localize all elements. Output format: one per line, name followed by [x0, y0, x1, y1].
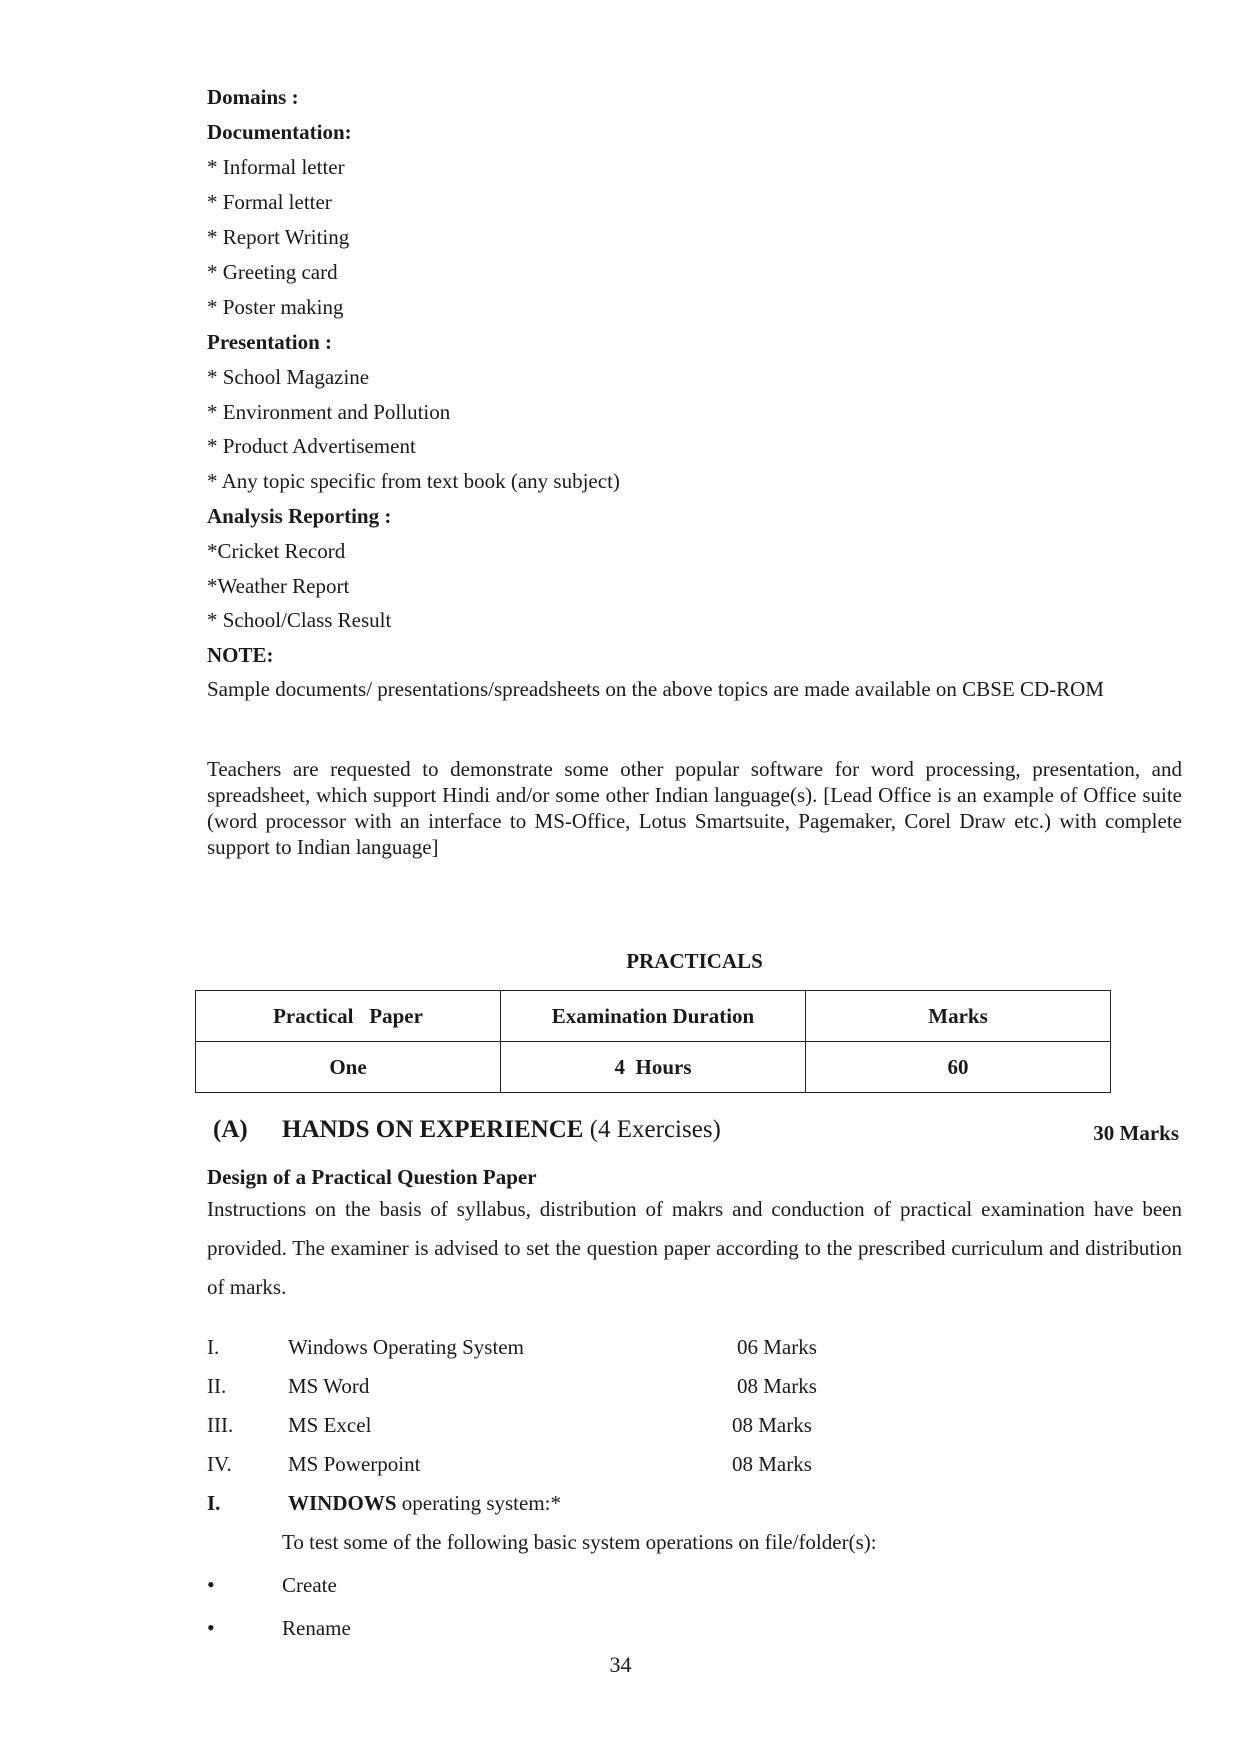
header-marks: Marks: [806, 991, 1111, 1042]
documentation-item: * Informal letter: [207, 155, 345, 179]
windows-number: I.: [207, 1491, 221, 1515]
exercise-name: Windows Operating System: [288, 1335, 524, 1359]
bullet-icon: •: [207, 1572, 215, 1597]
exercise-number: III.: [207, 1413, 234, 1437]
documentation-heading: Documentation:: [207, 120, 352, 144]
exercise-name: MS Powerpoint: [288, 1452, 421, 1476]
section-a-title: HANDS ON EXPERIENCE: [282, 1116, 584, 1143]
analysis-item: *Cricket Record: [207, 539, 346, 563]
note-heading: NOTE:: [207, 643, 274, 667]
presentation-item: * Product Advertisement: [207, 434, 416, 458]
windows-title: [288, 1490, 561, 1516]
analysis-item: * School/Class Result: [207, 608, 392, 632]
bullet-text: Create: [282, 1573, 337, 1597]
section-a-marks: 30 Marks: [1093, 1121, 1179, 1145]
header-exam-duration: Examination Duration: [501, 991, 806, 1042]
windows-intro: To test some of the following basic system operations on file/folder(s):: [282, 1530, 877, 1554]
windows-title-rest: operating system:*: [396, 1491, 562, 1515]
documentation-item: * Poster making: [207, 295, 344, 319]
windows-title-bold: WINDOWS: [288, 1491, 397, 1515]
documentation-item: * Greeting card: [207, 260, 338, 284]
exercise-marks: 08 Marks: [732, 1452, 812, 1476]
design-paragraph: Instructions on the basis of syllabus, distribution of makrs and conduction of practical examination have been provided. The examiner is advised to set the question paper according to the prescribed curriculum and distribution of marks.: [207, 1197, 1182, 1299]
exercise-number: I.: [207, 1335, 220, 1359]
page-number: 34: [609, 1652, 632, 1677]
note-paragraph-2: Teachers are requested to demonstrate some other popular software for word processing, presentation, and spreadsheet, which support Hindi and/or some other Indian language(s). [Lead Office is an example of Office suite (word processor with an interface to MS-Office, Lotus Smartsuite, Pagemaker, Corel Draw etc.) with complete support to Indian language]: [207, 757, 1182, 859]
design-heading: Design of a Practical Question Paper: [207, 1165, 537, 1189]
presentation-item: * Environment and Pollution: [207, 400, 451, 424]
analysis-item: *Weather Report: [207, 574, 350, 598]
section-a-label: (A): [213, 1116, 248, 1143]
practicals-table: [195, 990, 1111, 1093]
domains-heading: Domains :: [207, 85, 299, 109]
section-a-subtitle: (4 Exercises): [589, 1116, 721, 1143]
practicals-title: PRACTICALS: [626, 949, 763, 973]
bullet-icon: •: [207, 1615, 215, 1640]
presentation-item: * School Magazine: [207, 365, 370, 389]
header-practical-paper: Practical Paper: [196, 991, 501, 1042]
presentation-heading: Presentation :: [207, 330, 333, 354]
section-a-heading: [282, 1117, 721, 1143]
cell-marks: 60: [806, 1042, 1111, 1093]
presentation-item: * Any topic specific from text book (any subject): [207, 469, 620, 493]
note-paragraph-1: Sample documents/ presentations/spreadsheets on the above topics are made available on CBSE CD-ROM: [207, 677, 1104, 701]
exercise-name: MS Excel: [288, 1413, 372, 1437]
exercise-name: MS Word: [288, 1374, 370, 1398]
cell-duration: 4 Hours: [501, 1042, 806, 1093]
table-row: [196, 1042, 1111, 1093]
analysis-heading: Analysis Reporting :: [207, 504, 392, 528]
exercise-marks: 06 Marks: [737, 1335, 817, 1359]
exercise-marks: 08 Marks: [737, 1374, 817, 1398]
exercise-number: II.: [207, 1374, 227, 1398]
table-header-row: [196, 991, 1111, 1042]
cell-paper: One: [196, 1042, 501, 1093]
exercise-marks: 08 Marks: [732, 1413, 812, 1437]
documentation-item: * Formal letter: [207, 190, 332, 214]
exercise-number: IV.: [207, 1452, 232, 1476]
documentation-item: * Report Writing: [207, 225, 350, 249]
bullet-text: Rename: [282, 1616, 351, 1640]
